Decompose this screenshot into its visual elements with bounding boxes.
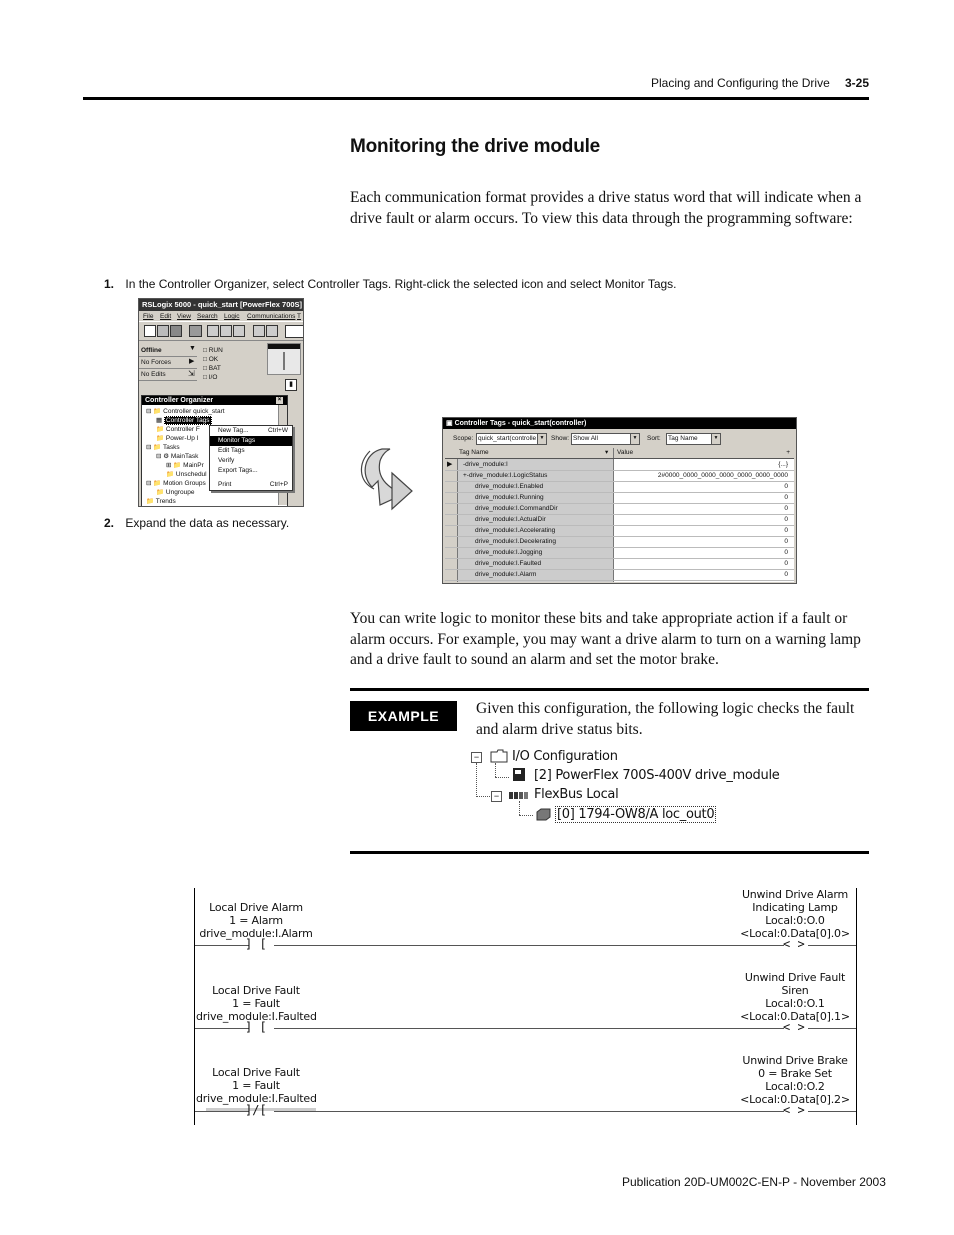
tag-value-cell[interactable]: 0 (784, 483, 788, 490)
tag-value-cell[interactable]: 0 (784, 527, 788, 534)
tree-ungrouped-label: Ungroupe (165, 489, 195, 496)
rung-1-left-label: Local Drive Fault 1 = Fault drive_module:I.Faulted (196, 984, 317, 1023)
xic-contact[interactable]: ] [ (245, 937, 267, 951)
status-edits: No Edits (141, 371, 166, 378)
menu-item-print[interactable]: Print Ctrl+P (218, 481, 288, 488)
tree-ungrouped[interactable]: 📁 Ungroupe (156, 489, 195, 496)
rung-wire (195, 1028, 249, 1029)
tag-name-cell: drive_module:I.Faulted (475, 560, 542, 567)
tag-name-cell: drive_module:I.Decelerating (475, 538, 556, 545)
tree-connector (476, 796, 490, 798)
edits-icon[interactable]: ⇲ (188, 369, 195, 378)
col-sort-icon[interactable]: ▾ (605, 449, 609, 456)
status-panel (139, 341, 303, 391)
tree-connector (495, 777, 509, 779)
tree-controller-tags[interactable]: ▦ Controller Tags (156, 417, 210, 424)
menu-search[interactable]: Search (197, 313, 218, 320)
rung-wire (274, 1028, 784, 1029)
sort-dropdown-icon[interactable]: ▼ (711, 433, 721, 445)
step-2 (104, 516, 289, 530)
tags-titlebar (443, 418, 796, 429)
tree-connector (519, 815, 533, 817)
tree-fault-label: Controller F (165, 426, 200, 433)
step-text: In the Controller Organizer, select Controller Tags. Right-click the selected icon and select Monitor Tags. (125, 277, 677, 291)
key-switch-graphic (267, 343, 301, 375)
footer-publication: Publication 20D-UM002C-EN-P - November 2003 (622, 1175, 886, 1189)
left-power-rail (194, 888, 195, 1125)
organizer-title: Controller Organizer (145, 397, 214, 404)
menu-file[interactable]: File (143, 313, 154, 320)
menu-item-verify[interactable]: Verify (218, 457, 235, 464)
tag-value-cell[interactable]: 0 (784, 516, 788, 523)
powerflex-label[interactable]: [2] PowerFlex 700S-400V drive_module (534, 768, 780, 783)
tag-value-cell[interactable]: 0 (784, 538, 788, 545)
sort-value: Tag Name (668, 435, 698, 442)
menu-communications[interactable]: Communications (247, 313, 296, 320)
col-more-icon[interactable]: + (786, 449, 790, 456)
tag-value-cell[interactable]: 0 (784, 571, 788, 578)
filter-bar (443, 429, 796, 447)
rung-wire (195, 945, 249, 946)
rung-wire (808, 945, 856, 946)
tag-name-cell: -drive_module:I (463, 461, 508, 468)
tag-name-cell: drive_module:I.CommandDir (475, 505, 558, 512)
cut-icon[interactable] (207, 325, 219, 337)
section-title: Monitoring the drive module (350, 136, 601, 157)
rung-wire (808, 1028, 856, 1029)
scope-select[interactable] (476, 433, 545, 445)
rslogix-menubar (139, 311, 303, 321)
tree-trends-label: Trends (155, 498, 176, 505)
tag-value-cell[interactable]: 2#0000_0000_0000_0000_0000_0000_0000 (657, 472, 788, 479)
tree-unscheduled-label: Unschedul (175, 471, 207, 478)
window-icon: ▣ (446, 420, 455, 427)
curved-arrow-icon (356, 445, 416, 511)
tag-value-cell[interactable]: 0 (784, 505, 788, 512)
scope-dropdown-icon[interactable]: ▼ (537, 433, 547, 445)
step-1 (104, 277, 804, 291)
lock-icon[interactable]: ▮ (285, 379, 297, 391)
tag-value-cell[interactable]: 0 (784, 549, 788, 556)
rung-wire (274, 1111, 784, 1112)
rung-wire (808, 1111, 856, 1112)
status-divider (139, 380, 197, 381)
rung-2-left-label: Local Drive Fault 1 = Fault drive_module:I.Faulted (196, 1066, 317, 1105)
tag-value-cell[interactable]: 0 (784, 494, 788, 501)
mode-dropdown-icon[interactable]: ▼ (189, 345, 196, 352)
collapse-icon[interactable]: − (471, 752, 482, 763)
led-ok-label: OK (208, 356, 219, 363)
controller-tags-window (442, 417, 797, 584)
menu-edit[interactable]: Edit (160, 313, 172, 320)
example-bottom-rule (350, 851, 869, 854)
tree-maintask[interactable]: ⊟ ⚙ MainTask (156, 453, 199, 460)
menu-item-edit-tags[interactable]: Edit Tags (218, 447, 245, 454)
flexbus-icon (508, 790, 530, 801)
save-icon[interactable] (170, 325, 182, 337)
forces-dropdown-icon[interactable]: ▶ (189, 358, 195, 365)
tag-rows (445, 459, 794, 582)
led-bat-label: BAT (208, 365, 221, 372)
rung-1-right-label: Unwind Drive Fault Siren Local:0:O.1 <Local:0.Data[0].1> (740, 971, 850, 1023)
organizer-titlebar (142, 396, 287, 405)
tree-root[interactable]: ⊟ 📁 Controller quick_start (146, 408, 225, 415)
copy-icon[interactable] (220, 325, 232, 337)
io-config-label[interactable]: I/O Configuration (512, 749, 618, 764)
toolbar-combo[interactable] (285, 325, 304, 338)
tags-grid (445, 448, 794, 582)
xio-contact[interactable]: ]/[ (245, 1103, 267, 1117)
sort-label: Sort: (647, 435, 661, 442)
tag-row[interactable] (445, 569, 794, 581)
tree-controller-tags-label: Controller Tags (165, 417, 210, 424)
undo-icon[interactable] (253, 325, 265, 337)
rung-2-right-label: Unwind Drive Brake 0 = Brake Set Local:0:O.2 <Local:0.Data[0].2> (740, 1054, 850, 1106)
rung-0-right-label: Unwind Drive Alarm Indicating Lamp Local:0:O.0 <Local:0.Data[0].0> (740, 888, 850, 940)
paste-icon[interactable] (233, 325, 245, 337)
led-run: □ RUN (203, 347, 223, 354)
module-label[interactable]: [0] 1794-OW8/A loc_out0 (557, 807, 715, 822)
right-power-rail (856, 888, 857, 1125)
body-paragraph: You can write logic to monitor these bits and take appropriate action if a fault or alarm occurs. For example, you may want a drive alarm to turn on a warning lamp and a drive fault to sound an alarm and set the motor brake. (350, 610, 861, 668)
example-text: Given this configuration, the following logic checks the fault and alarm drive status bits. (476, 700, 855, 738)
tree-mainprogram[interactable]: ⊞ 📁 MainPr (166, 462, 204, 469)
tags-title: Controller Tags - quick_start(controller) (454, 420, 587, 427)
menu-tools[interactable]: T (297, 313, 301, 320)
tree-trends[interactable]: 📁 Trends (146, 498, 176, 505)
tree-connector (495, 763, 497, 777)
tag-value-cell[interactable]: 0 (784, 560, 788, 567)
tag-value-cell[interactable]: {...} (778, 461, 788, 468)
menu-item-new-tag[interactable]: New Tag... Ctrl+W (218, 427, 288, 434)
flexbus-label[interactable]: FlexBus Local (534, 787, 619, 802)
rung-wire (274, 945, 784, 946)
led-io-label: I/O (208, 374, 218, 381)
rung-wire (195, 1111, 249, 1112)
col-value[interactable]: Value (617, 449, 634, 456)
context-menu (209, 425, 293, 491)
led-ok: □ OK (203, 356, 219, 363)
expand-icon[interactable]: − (491, 791, 502, 802)
tree-unscheduled[interactable]: 📁 Unschedul (166, 471, 207, 478)
tree-tasks[interactable]: ⊟ 📁 Tasks (146, 444, 180, 451)
new-icon[interactable] (144, 325, 156, 337)
example-top-rule (350, 688, 869, 691)
led-bat: □ BAT (203, 365, 221, 372)
ote-coil[interactable]: < > (783, 937, 805, 951)
status-forces: No Forces (141, 359, 171, 366)
grid-header (445, 448, 794, 459)
tree-mainprogram-label: MainPr (183, 462, 204, 469)
tree-motion-label: Motion Groups (163, 480, 206, 487)
step-number: 2. (104, 516, 115, 530)
xic-contact[interactable]: ] [ (245, 1020, 267, 1034)
tree-tasks-label: Tasks (163, 444, 180, 451)
tree-controller-fault[interactable]: 📁 Controller F (156, 426, 200, 433)
rslogix-window (138, 298, 304, 507)
tag-name-cell: drive_module:I.ActualDir (475, 516, 546, 523)
menu-item-export-tags[interactable]: Export Tags... (218, 467, 258, 474)
menu-view[interactable]: View (177, 313, 191, 320)
rslogix-toolbar (139, 321, 303, 341)
show-value: Show All (573, 435, 598, 442)
tag-name-cell: drive_module:I.Enabled (475, 483, 544, 490)
tag-name-cell: drive_module:I.Running (475, 494, 544, 501)
led-io: □ I/O (203, 374, 218, 381)
header-section: Placing and Configuring the Drive (651, 76, 830, 90)
drive-icon (512, 767, 526, 782)
step-text: Expand the data as necessary. (125, 516, 290, 530)
close-icon[interactable]: × (277, 397, 282, 403)
print-icon[interactable] (189, 325, 202, 337)
scope-value: quick_start(controlle (478, 435, 537, 442)
tag-name-cell: drive_module:I.Alarm (475, 571, 537, 578)
rung-0-left-label: Local Drive Alarm 1 = Alarm drive_module:I.Alarm (199, 901, 313, 940)
tag-name-cell: +-drive_module:I.LogicStatus (463, 472, 548, 479)
tree-powerup-label: Power-Up I (165, 435, 199, 442)
scope-label: Scope: (453, 435, 474, 442)
led-run-label: RUN (208, 347, 223, 354)
show-select[interactable] (571, 433, 638, 445)
menu-item-monitor-tags[interactable]: Monitor Tags (210, 436, 292, 446)
example-badge: EXAMPLE (350, 701, 457, 731)
ote-coil[interactable]: < > (783, 1020, 805, 1034)
ote-coil[interactable]: < > (783, 1103, 805, 1117)
col-tag-name[interactable]: Tag Name (459, 449, 489, 456)
tree-powerup[interactable]: 📁 Power-Up I (156, 435, 199, 442)
row-pointer-icon: ▶ (447, 461, 453, 468)
tree-maintask-label: MainTask (170, 453, 199, 460)
module-icon (535, 808, 551, 821)
intro-paragraph: Each communication format provides a drive status word that will indicate when a drive fault or alarm occurs. To view this data through the programming software: (350, 189, 862, 227)
show-label: Show: (551, 435, 570, 442)
redo-icon[interactable] (266, 325, 278, 337)
tag-name-cell: drive_module:I.Jogging (475, 549, 543, 556)
page-number: 3-25 (845, 76, 870, 90)
tree-motion-groups[interactable]: ⊟ 📁 Motion Groups (146, 480, 206, 487)
rslogix-titlebar: RSLogix 5000 - quick_start [PowerFlex 700S] (139, 299, 303, 311)
folder-icon (490, 749, 508, 763)
step-number: 1. (104, 277, 115, 291)
show-dropdown-icon[interactable]: ▼ (630, 433, 640, 445)
tag-name-cell: drive_module:I.Accelerating (475, 527, 556, 534)
header-rule (83, 97, 869, 100)
status-offline: Offline (141, 347, 162, 354)
tree-root-label: Controller quick_start (163, 408, 225, 415)
col-sep (613, 448, 614, 458)
menu-logic[interactable]: Logic (224, 313, 240, 320)
tree-connector (519, 801, 521, 815)
tree-connector (476, 763, 478, 797)
open-icon[interactable] (157, 325, 169, 337)
running-header (651, 76, 830, 90)
